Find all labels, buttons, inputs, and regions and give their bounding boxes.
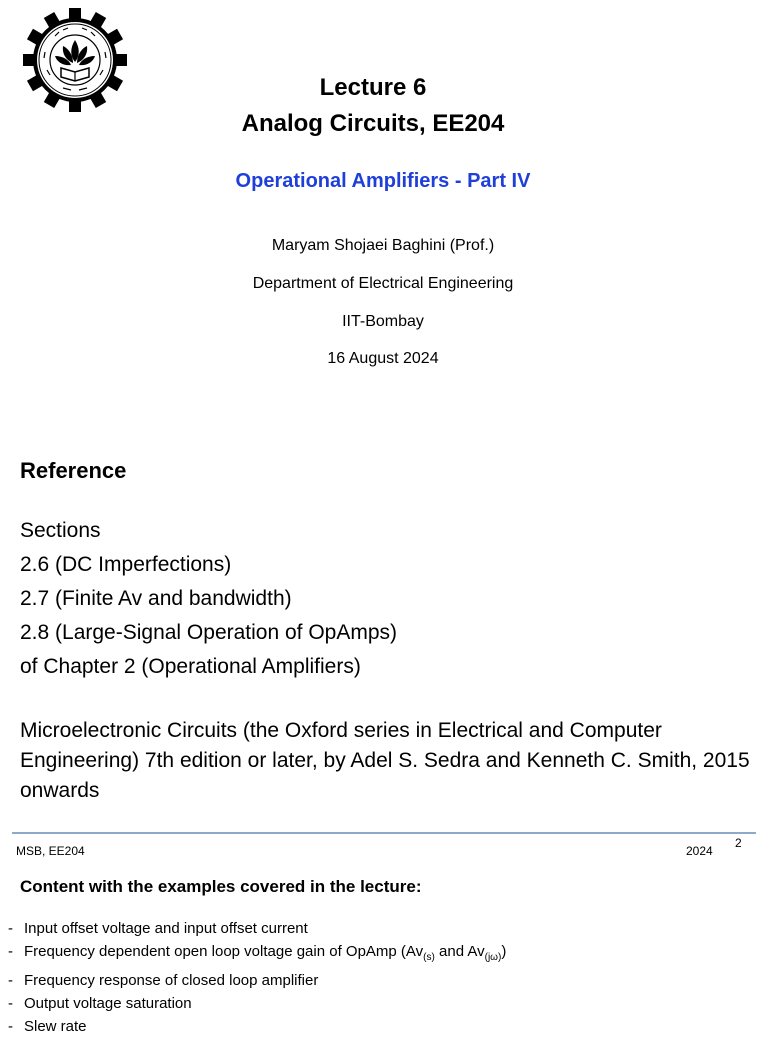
book-reference: Microelectronic Circuits (the Oxford series in Electrical and Computer Engineering) 7th edition or later, by Adel S. Sedra and Kenneth C. Smith, 2015 onwards bbox=[20, 719, 750, 802]
list-item: - Output voltage saturation bbox=[8, 992, 506, 1015]
list-item: - Frequency response of closed loop amplifier bbox=[8, 969, 506, 992]
lecture-subtitle: Operational Amplifiers - Part IV bbox=[235, 170, 531, 192]
footer-year: 2024 bbox=[686, 844, 713, 858]
sections-line: 2.6 (DC Imperfections) bbox=[20, 553, 232, 576]
slide-divider bbox=[12, 832, 756, 834]
department-name: Department of Electrical Engineering bbox=[252, 275, 514, 292]
lecture-number: Lecture 6 bbox=[319, 74, 427, 101]
page-number: 2 bbox=[735, 836, 742, 850]
institute-name: IIT-Bombay bbox=[342, 313, 424, 330]
list-item: - Frequency dependent open loop voltage gain of OpAmp ($Av_{(s)}$ and $Av_{(j\omega)}$) bbox=[8, 940, 506, 969]
sections-line: of Chapter 2 (Operational Amplifiers) bbox=[20, 655, 361, 678]
bullet-marker: - bbox=[8, 1018, 13, 1035]
sections-line: Sections bbox=[20, 519, 101, 542]
lecture-date: 16 August 2024 bbox=[327, 350, 439, 367]
sections-line: 2.8 (Large-Signal Operation of OpAmps) bbox=[20, 621, 398, 644]
sections-list bbox=[20, 514, 397, 684]
bullet-marker: - bbox=[8, 972, 13, 989]
author-name: Maryam Shojaei Baghini (Prof.) bbox=[271, 237, 495, 254]
course-title: Analog Circuits, EE204 bbox=[241, 110, 505, 137]
bullet-marker: - bbox=[8, 995, 13, 1012]
reference-heading: Reference bbox=[20, 458, 127, 483]
footer-author-course: MSB, EE204 bbox=[16, 844, 85, 858]
content-heading: Content with the examples covered in the lecture: bbox=[20, 877, 422, 896]
bullet-marker: - bbox=[8, 943, 13, 960]
sections-line: 2.7 (Finite Av and bandwidth) bbox=[20, 587, 292, 610]
bullet-marker: - bbox=[8, 920, 13, 937]
list-item: - Input offset voltage and input offset current bbox=[8, 917, 506, 940]
list-item: - Slew rate bbox=[8, 1015, 506, 1038]
content-list bbox=[8, 917, 506, 1038]
